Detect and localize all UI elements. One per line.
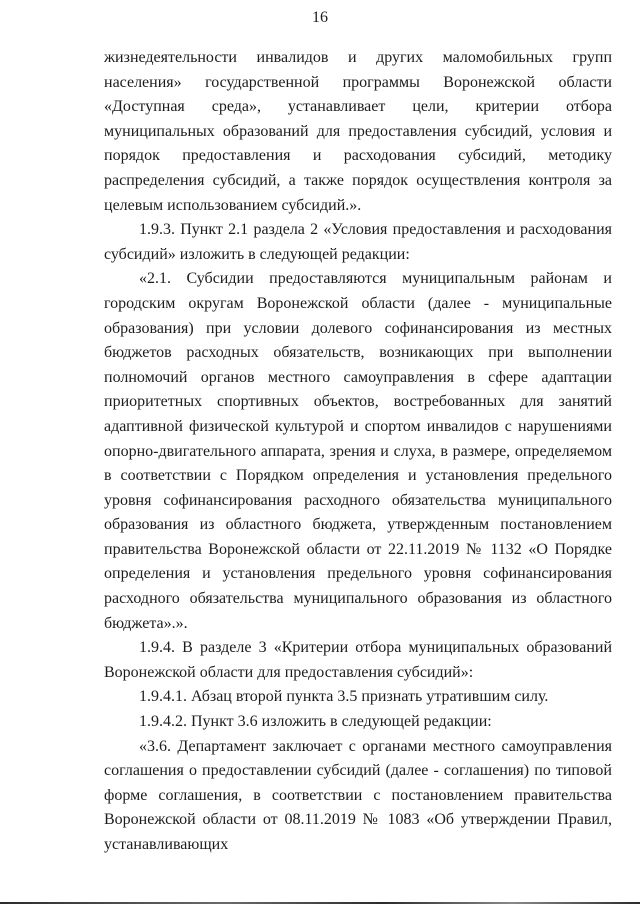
paragraph-item-1-9-3: 1.9.3. Пункт 2.1 раздела 2 «Условия предоставления и расходования субсидий» изложить в следующей редакции: [104,221,612,263]
paragraph-item-1-9-4-2: 1.9.4.2. Пункт 3.6 изложить в следующей редакции: [139,713,492,731]
page-number: 16 [312,9,328,26]
paragraph-clause-2-1: «2.1. Субсидии предоставляются муниципальным районам и городским округам Воронежской области (далее - муниципальные образования) при условии долевого софинансирования из местных бюджетов расходных обязательств, возникающих при выполнении полномочий органов местного самоуправления в сфере адаптации приоритетных спортивных объектов, востребованных для занятий адаптивной физической культурой и спортом инвалидов с нарушениями опорно-двигательного аппарата, зрения и слуха, в размере, определяемом в соответствии с Порядком определения и установления предельного уровня софинансирования расходного обязательства муниципального образования из областного бюджета, утвержденным постановлением правительства Воронежской области от 22.11.2019 № 1132 «О Порядке определения и установления предельного уровня софинансирования расходного обязательства муниципального образования из областного бюджета».». [104,270,612,632]
paragraph-continuation: жизнедеятельности инвалидов и других маломобильных групп населения» государственной программы Воронежской области «Доступная среда», устанавливает цели, критерии отбора муниципальных образований для предоставления субсидий, условия и порядок предоставления и расходования субсидий, методику распределения субсидий, а также порядок осуществления контроля за целевым использованием субсидий.». [104,49,612,214]
scan-edge-line [0,902,640,904]
paragraph-item-1-9-4: 1.9.4. В разделе 3 «Критерии отбора муниципальных образований Воронежской области для предоставления субсидий»: [104,639,612,681]
paragraph-clause-3-6: «3.6. Департамент заключает с органами местного самоуправления соглашения о предоставлении субсидий (далее - соглашения) по типовой форме соглашения, в соответствии с постановлением правительства Воронежской области от 08.11.2019 № 1083 «Об утверждении Правил, устанавливающих [104,737,612,853]
document-body [104,46,612,858]
paragraph-item-1-9-4-1: 1.9.4.1. Абзац второй пункта 3.5 признать утратившим силу. [139,688,549,706]
